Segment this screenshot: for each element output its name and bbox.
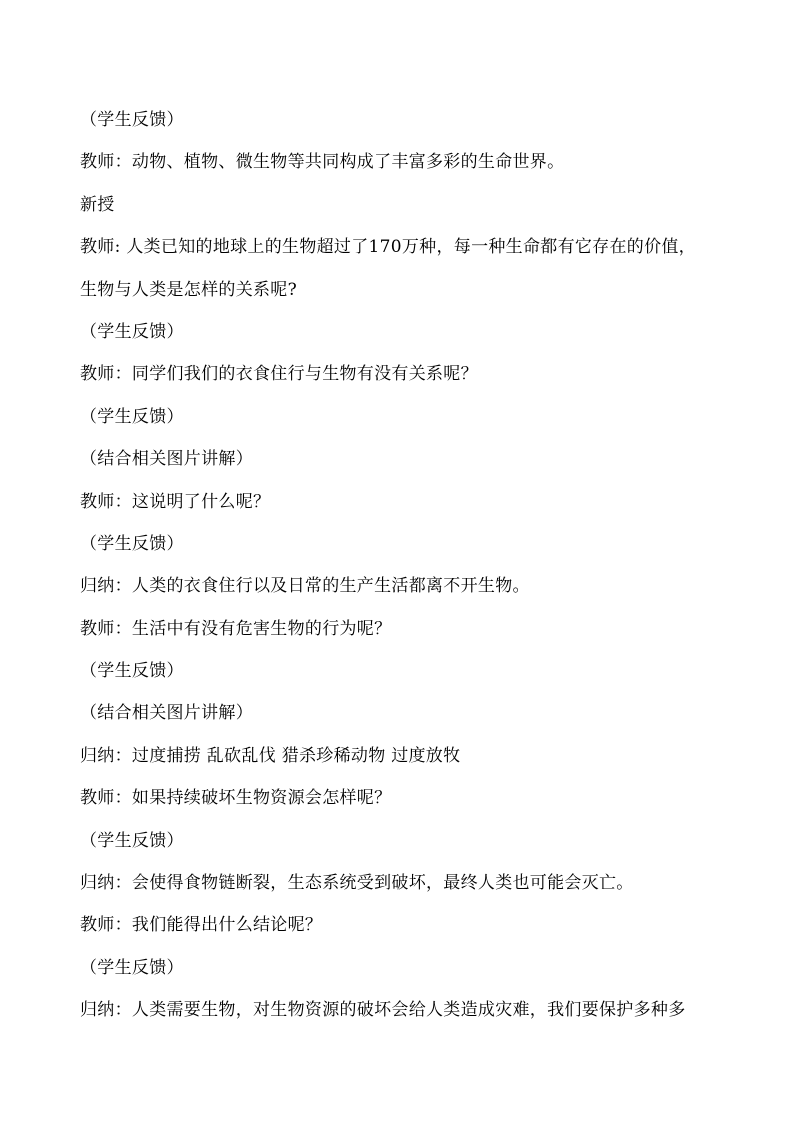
text-line: 教师：动物、植物、微生物等共同构成了丰富多彩的生命世界。 bbox=[80, 152, 565, 173]
text-line: 生物与人类是怎样的关系呢? bbox=[80, 279, 298, 300]
text-line: （学生反馈） bbox=[80, 110, 184, 130]
text-line: 教师：我们能得出什么结论呢？ bbox=[80, 915, 323, 936]
text-line: （学生反馈） bbox=[80, 533, 184, 554]
text-line: 归纳：人类需要生物，对生物资源的破坏会给人类造成灾难，我们要保护多种多 bbox=[80, 1000, 686, 1021]
text-line: 归纳：人类的衣食住行以及日常的生产生活都离不开生物。 bbox=[80, 576, 530, 597]
text-line: 教师：同学们我们的衣食住行与生物有没有关系呢？ bbox=[80, 364, 478, 385]
text-line: （结合相关图片讲解） bbox=[80, 449, 253, 470]
text-line: （学生反馈） bbox=[80, 957, 184, 978]
document-body bbox=[80, 99, 740, 1032]
text-line: 归纳：过度捕捞 乱砍乱伐 猎杀珍稀动物 过度放牧 bbox=[80, 745, 461, 766]
text-line: 教师：生活中有没有危害生物的行为呢？ bbox=[80, 618, 392, 639]
text-line: 教师: 人类已知的地球上的生物超过了170万种，每一种生命都有它存在的价值， bbox=[80, 237, 696, 258]
text-line: 归纳：会使得食物链断裂，生态系统受到破坏，最终人类也可能会灭亡。 bbox=[80, 873, 634, 894]
text-line: 教师：这说明了什么呢？ bbox=[80, 491, 271, 512]
text-line: （学生反馈） bbox=[80, 661, 184, 682]
text-line: （学生反馈） bbox=[80, 321, 184, 342]
section-heading: 新授 bbox=[80, 194, 115, 215]
text-line: 教师：如果持续破坏生物资源会怎样呢？ bbox=[80, 788, 392, 809]
text-line: （学生反馈） bbox=[80, 830, 184, 851]
text-line: （结合相关图片讲解） bbox=[80, 703, 253, 724]
text-line: （学生反馈） bbox=[80, 406, 184, 427]
